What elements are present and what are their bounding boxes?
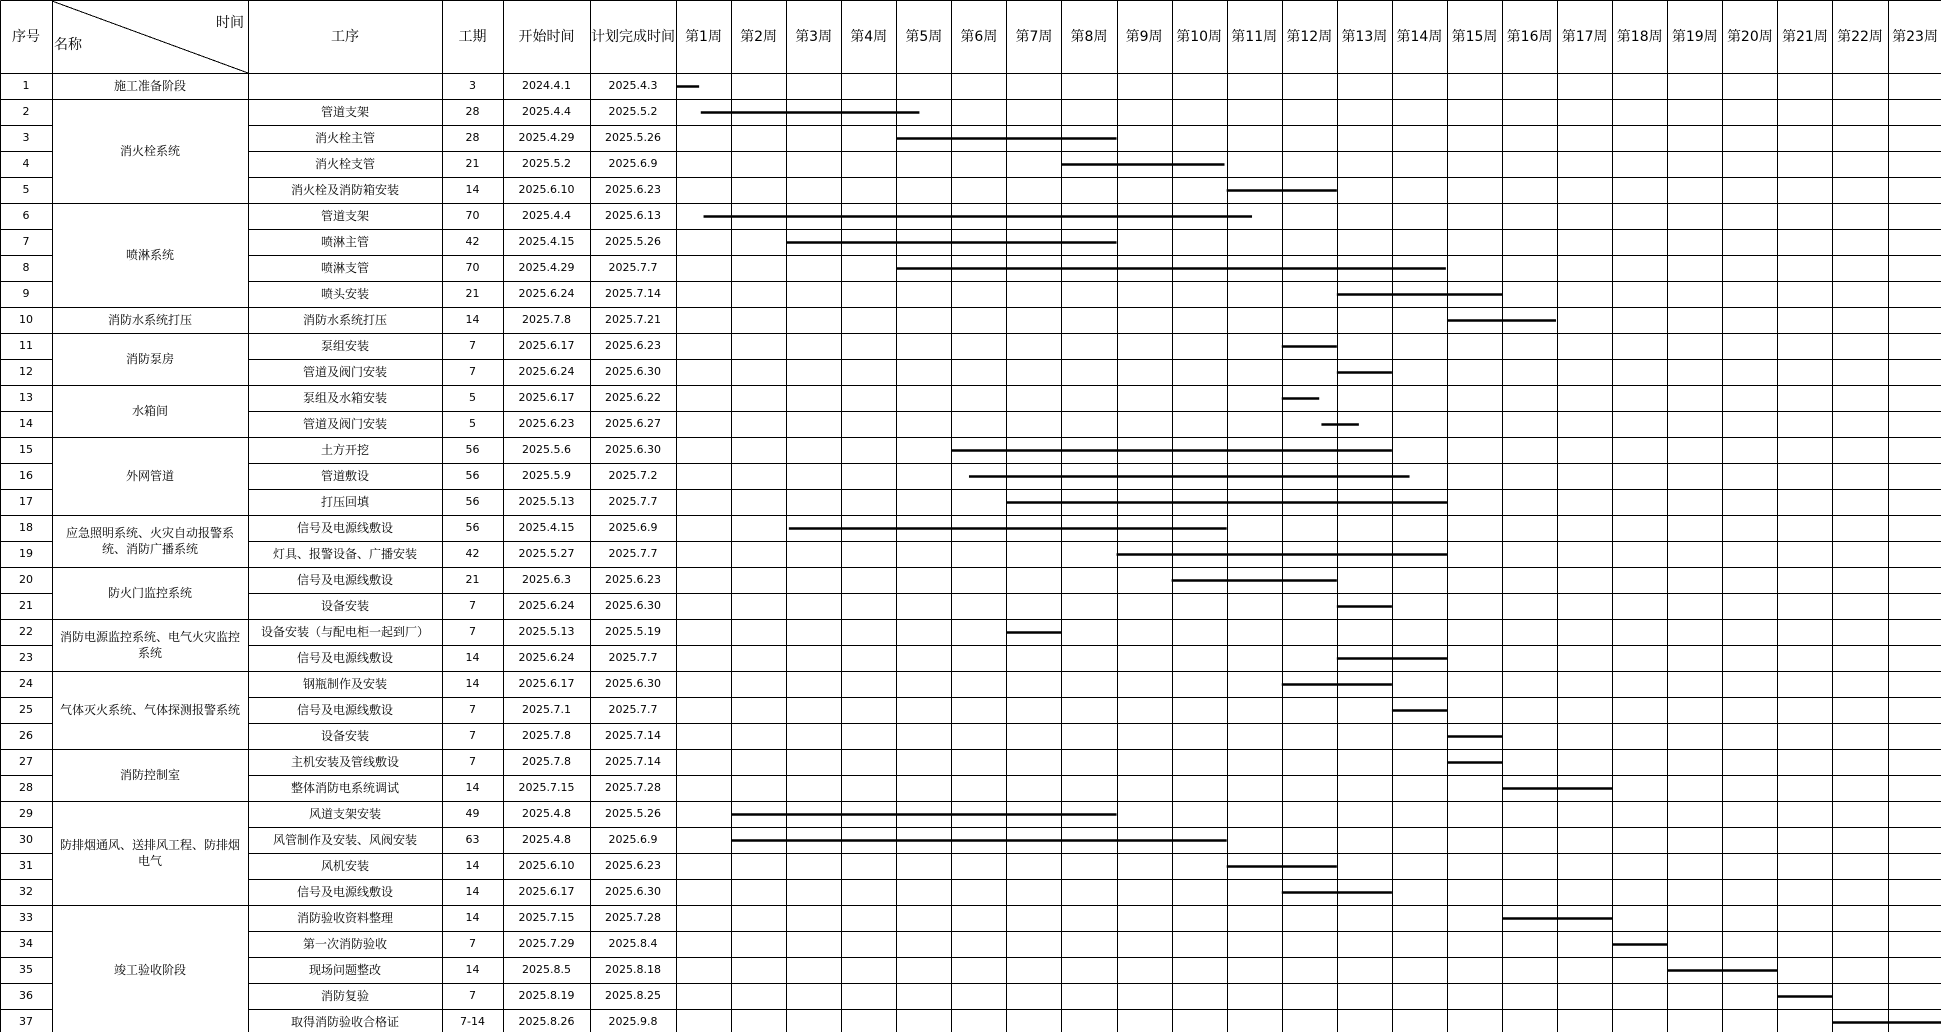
row-duration: 21	[465, 573, 480, 586]
row-finish: 2025.9.8	[608, 1015, 658, 1028]
row-process: 信号及电源线敷设	[296, 703, 393, 717]
row-start: 2025.6.3	[522, 573, 571, 586]
row-duration: 49	[465, 807, 480, 820]
group-name: 应急照明系统、火灾自动报警系统、消防广播系统	[65, 526, 234, 556]
header-week: 第8周	[1070, 28, 1108, 45]
row-duration: 7	[469, 755, 476, 768]
row-process: 消火栓及消防箱安装	[290, 183, 399, 197]
row-process: 管道支架	[320, 105, 369, 119]
header-week: 第11周	[1231, 28, 1278, 45]
row-process: 信号及电源线敷设	[296, 885, 393, 899]
row-duration: 14	[465, 781, 480, 794]
row-finish: 2025.6.23	[605, 859, 661, 872]
row-seq: 4	[22, 157, 30, 170]
group-name: 竣工验收阶段	[113, 963, 186, 977]
group-name: 消防泵房	[125, 352, 174, 366]
row-start: 2024.4.1	[522, 79, 571, 92]
header-process: 工序	[331, 28, 359, 45]
row-start: 2025.7.1	[522, 703, 571, 716]
row-start: 2025.5.13	[518, 495, 575, 508]
group-name: 水箱间	[131, 404, 168, 418]
row-seq: 14	[19, 417, 33, 430]
row-duration: 70	[465, 209, 480, 222]
header-week: 第20周	[1726, 28, 1773, 45]
row-finish: 2025.5.19	[605, 625, 661, 638]
row-finish: 2025.6.23	[605, 339, 661, 352]
row-seq: 30	[19, 833, 33, 846]
header-week: 第16周	[1506, 28, 1553, 45]
row-seq: 31	[19, 859, 33, 872]
row-finish: 2025.6.30	[605, 885, 661, 898]
row-process: 消防验收资料整理	[296, 911, 393, 925]
row-finish: 2025.7.7	[608, 547, 658, 560]
row-seq: 23	[19, 651, 33, 664]
row-finish: 2025.8.25	[605, 989, 661, 1002]
row-finish: 2025.8.18	[605, 963, 661, 976]
header-week: 第1周	[685, 28, 722, 45]
row-seq: 17	[19, 495, 33, 508]
row-start: 2025.4.29	[518, 261, 575, 274]
row-start: 2025.6.23	[518, 417, 575, 430]
row-finish: 2025.7.14	[605, 755, 661, 768]
group-name: 施工准备阶段	[113, 79, 186, 93]
row-seq: 34	[19, 937, 33, 950]
row-finish: 2025.5.26	[605, 807, 661, 820]
row-process: 取得消防验收合格证	[290, 1015, 399, 1029]
row-duration: 7	[469, 989, 476, 1002]
row-duration: 5	[469, 417, 476, 430]
header-week: 第12周	[1286, 28, 1333, 45]
row-finish: 2025.5.2	[608, 105, 658, 118]
row-process: 管道及阀门安装	[302, 417, 387, 431]
row-duration: 63	[465, 833, 480, 846]
header-week: 第14周	[1396, 28, 1443, 45]
header-week: 第17周	[1561, 28, 1608, 45]
header-week: 第13周	[1341, 28, 1388, 45]
row-start: 2025.4.8	[522, 833, 571, 846]
row-finish: 2025.5.26	[605, 235, 661, 248]
row-duration: 5	[469, 391, 476, 404]
row-finish: 2025.6.27	[605, 417, 661, 430]
row-process: 泵组及水箱安装	[302, 391, 387, 405]
row-start: 2025.4.15	[518, 521, 575, 534]
group-name: 外网管道	[125, 469, 174, 483]
row-finish: 2025.6.9	[608, 157, 658, 170]
row-duration: 56	[465, 443, 480, 456]
row-start: 2025.6.10	[518, 183, 575, 196]
row-process: 管道敷设	[320, 469, 369, 483]
row-duration: 3	[469, 79, 476, 92]
group-name: 消火栓系统	[119, 144, 180, 158]
row-finish: 2025.6.30	[605, 365, 661, 378]
row-seq: 35	[19, 963, 33, 976]
row-start: 2025.4.29	[518, 131, 575, 144]
row-process: 消火栓支管	[314, 157, 375, 171]
row-process: 风管制作及安装、风阀安装	[272, 833, 417, 847]
row-start: 2025.4.4	[522, 105, 571, 118]
row-duration: 21	[465, 287, 480, 300]
row-start: 2025.5.6	[522, 443, 571, 456]
group-name: 消防水系统打压	[107, 313, 192, 327]
header-week: 第7周	[1015, 28, 1053, 45]
group-name: 消防电源监控系统、电气火灾监控系统	[59, 630, 240, 660]
row-process: 风道支架安装	[308, 807, 381, 821]
row-start: 2025.6.17	[518, 339, 575, 352]
header-week: 第6周	[960, 28, 998, 45]
header-week: 第3周	[795, 28, 833, 45]
row-process: 喷头安装	[320, 287, 369, 301]
row-seq: 24	[19, 677, 33, 690]
row-seq: 32	[19, 885, 33, 898]
row-process: 喷淋支管	[320, 261, 369, 275]
row-duration: 14	[465, 963, 480, 976]
row-duration: 7-14	[460, 1015, 485, 1028]
row-finish: 2025.7.21	[605, 313, 661, 326]
row-start: 2025.8.5	[522, 963, 571, 976]
row-duration: 14	[465, 859, 480, 872]
row-process: 管道及阀门安装	[302, 365, 387, 379]
row-duration: 7	[469, 703, 476, 716]
row-duration: 7	[469, 729, 476, 742]
row-process: 泵组安装	[320, 339, 369, 353]
row-start: 2025.7.15	[518, 781, 575, 794]
row-duration: 56	[465, 469, 480, 482]
row-process: 信号及电源线敷设	[296, 521, 393, 535]
row-start: 2025.6.17	[518, 885, 575, 898]
row-seq: 6	[22, 209, 30, 222]
row-seq: 18	[19, 521, 33, 534]
row-seq: 37	[19, 1015, 33, 1028]
group-name: 喷淋系统	[125, 248, 174, 262]
row-finish: 2025.6.23	[605, 183, 661, 196]
row-seq: 20	[19, 573, 33, 586]
row-duration: 7	[469, 625, 476, 638]
row-seq: 10	[19, 313, 33, 326]
row-start: 2025.6.17	[518, 391, 575, 404]
row-process: 风机安装	[320, 859, 369, 873]
row-process: 土方开挖	[320, 443, 369, 457]
row-start: 2025.7.8	[522, 729, 571, 742]
header-finish: 计划完成时间	[591, 28, 675, 45]
row-seq: 9	[22, 287, 30, 300]
header-time-label: 时间	[216, 15, 244, 31]
row-seq: 19	[19, 547, 33, 560]
row-finish: 2025.6.30	[605, 599, 661, 612]
row-seq: 21	[19, 599, 33, 612]
row-seq: 8	[22, 261, 30, 274]
row-duration: 56	[465, 521, 480, 534]
header-week: 第15周	[1451, 28, 1498, 45]
header-week: 第10周	[1176, 28, 1223, 45]
row-start: 2025.5.2	[522, 157, 571, 170]
row-process: 现场问题整改	[308, 963, 381, 977]
row-duration: 14	[465, 183, 480, 196]
row-duration: 28	[465, 131, 480, 144]
row-start: 2025.4.8	[522, 807, 571, 820]
row-start: 2025.4.4	[522, 209, 571, 222]
row-duration: 14	[465, 677, 480, 690]
row-seq: 26	[19, 729, 33, 742]
row-seq: 5	[22, 183, 30, 196]
row-seq: 33	[19, 911, 33, 924]
row-start: 2025.6.17	[518, 677, 575, 690]
row-seq: 29	[19, 807, 33, 820]
row-duration: 42	[465, 235, 480, 248]
row-duration: 14	[465, 885, 480, 898]
header-week: 第21周	[1782, 28, 1828, 45]
row-process: 主机安装及管线敷设	[290, 755, 399, 769]
row-seq: 22	[19, 625, 33, 638]
row-start: 2025.4.15	[518, 235, 575, 248]
row-seq: 3	[22, 131, 30, 144]
row-start: 2025.7.8	[522, 313, 571, 326]
row-seq: 2	[22, 105, 30, 118]
header-week: 第4周	[850, 28, 888, 45]
header-week: 第23周	[1892, 28, 1938, 45]
row-start: 2025.6.24	[518, 287, 575, 300]
row-process: 整体消防电系统调试	[290, 781, 399, 795]
row-seq: 36	[19, 989, 33, 1002]
row-finish: 2025.7.7	[608, 651, 658, 664]
row-duration: 14	[465, 911, 480, 924]
row-seq: 28	[19, 781, 33, 794]
row-duration: 56	[465, 495, 480, 508]
row-duration: 7	[469, 599, 476, 612]
row-process: 信号及电源线敷设	[296, 651, 393, 665]
row-seq: 12	[19, 365, 33, 378]
row-finish: 2025.7.14	[605, 287, 661, 300]
row-process: 设备安装（与配电柜一起到厂）	[260, 625, 429, 639]
row-duration: 21	[465, 157, 480, 170]
row-finish: 2025.7.7	[608, 261, 658, 274]
header-week: 第18周	[1616, 28, 1663, 45]
row-finish: 2025.6.30	[605, 443, 661, 456]
header-week: 第9周	[1125, 28, 1163, 45]
header-week: 第2周	[740, 28, 778, 45]
row-finish: 2025.7.28	[605, 911, 661, 924]
row-process: 第一次消防验收	[302, 937, 387, 951]
row-start: 2025.7.15	[518, 911, 575, 924]
row-start: 2025.5.27	[518, 547, 575, 560]
row-seq: 11	[19, 339, 33, 352]
row-finish: 2025.7.7	[608, 703, 658, 716]
header-week: 第22周	[1837, 28, 1883, 45]
row-finish: 2025.6.30	[605, 677, 661, 690]
row-process: 钢瓶制作及安装	[302, 677, 387, 691]
row-duration: 28	[465, 105, 480, 118]
row-duration: 7	[469, 937, 476, 950]
row-seq: 16	[19, 469, 33, 482]
row-finish: 2025.7.28	[605, 781, 661, 794]
row-duration: 42	[465, 547, 480, 560]
group-name: 消防控制室	[119, 768, 180, 782]
row-start: 2025.6.10	[518, 859, 575, 872]
row-process: 消防水系统打压	[302, 313, 387, 327]
header-duration: 工期	[458, 28, 487, 45]
row-seq: 1	[22, 79, 30, 92]
header-week: 第19周	[1671, 28, 1718, 45]
row-process	[248, 73, 442, 99]
row-seq: 15	[19, 443, 33, 456]
group-name: 气体灭火系统、气体探测报警系统	[59, 703, 240, 717]
row-duration: 7	[469, 365, 476, 378]
row-finish: 2025.6.23	[605, 573, 661, 586]
row-process: 喷淋主管	[320, 235, 369, 249]
row-duration: 70	[465, 261, 480, 274]
row-process: 管道支架	[320, 209, 369, 223]
row-finish: 2025.7.2	[608, 469, 658, 482]
row-duration: 14	[465, 313, 480, 326]
row-process: 打压回填	[320, 495, 369, 509]
row-duration: 7	[469, 339, 476, 352]
row-finish: 2025.5.26	[605, 131, 661, 144]
row-process: 灯具、报警设备、广播安装	[272, 547, 417, 561]
group-name: 防火门监控系统	[107, 586, 192, 600]
header-seq: 序号	[12, 28, 40, 45]
row-process: 设备安装	[320, 599, 369, 613]
row-start: 2025.5.9	[522, 469, 571, 482]
row-process: 消防复验	[320, 989, 369, 1003]
row-start: 2025.7.8	[522, 755, 571, 768]
row-seq: 7	[22, 235, 30, 248]
row-seq: 27	[19, 755, 33, 768]
header-name-label: 名称	[54, 37, 82, 53]
row-seq: 25	[19, 703, 33, 716]
row-duration: 14	[465, 651, 480, 664]
row-finish: 2025.4.3	[608, 79, 658, 92]
row-start: 2025.8.19	[518, 989, 575, 1002]
row-finish: 2025.6.13	[605, 209, 661, 222]
row-finish: 2025.7.14	[605, 729, 661, 742]
row-finish: 2025.6.9	[608, 521, 658, 534]
header-start: 开始时间	[518, 28, 575, 45]
row-start: 2025.6.24	[518, 365, 575, 378]
row-seq: 13	[19, 391, 33, 404]
row-process: 设备安装	[320, 729, 369, 743]
row-process: 消火栓主管	[314, 131, 375, 145]
row-finish: 2025.7.7	[608, 495, 658, 508]
row-process: 信号及电源线敷设	[296, 573, 393, 587]
row-start: 2025.8.26	[518, 1015, 575, 1028]
row-start: 2025.6.24	[518, 651, 575, 664]
header-week: 第5周	[905, 28, 943, 45]
row-finish: 2025.6.9	[608, 833, 658, 846]
row-start: 2025.5.13	[518, 625, 575, 638]
row-finish: 2025.6.22	[605, 391, 661, 404]
group-name: 防排烟通风、送排风工程、防排烟电气	[59, 838, 240, 868]
row-finish: 2025.8.4	[608, 937, 658, 950]
row-start: 2025.7.29	[518, 937, 575, 950]
row-start: 2025.6.24	[518, 599, 575, 612]
